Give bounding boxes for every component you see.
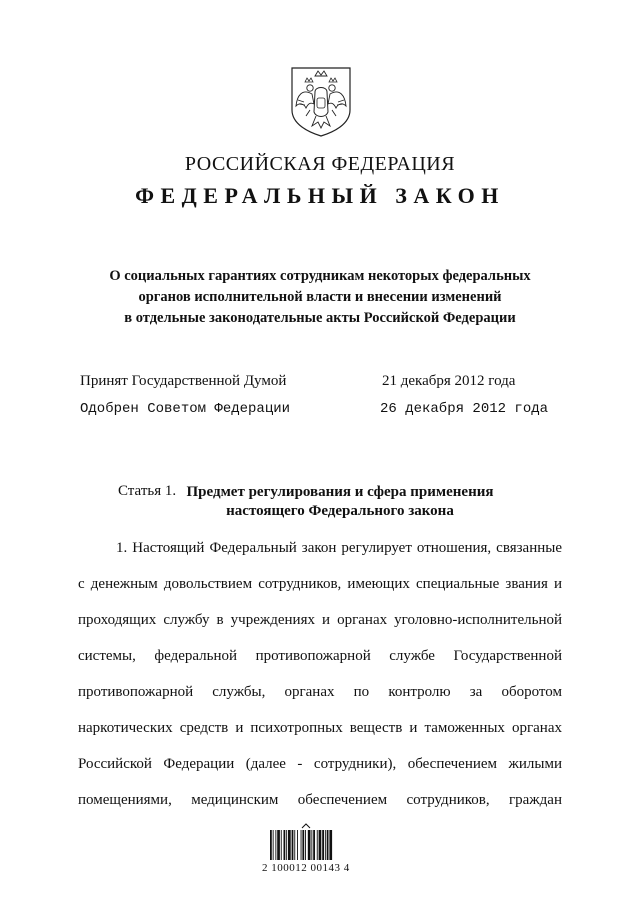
law-title-line: О социальных гарантиях сотрудникам некоторых федеральных (109, 268, 531, 284)
duma-adoption-date: 21 декабря 2012 года (382, 373, 516, 389)
duma-adoption-label: Принят Государственной Думой (80, 373, 287, 389)
body-line: с денежным довольствием сотрудников, имеющих специальные звания и (78, 576, 562, 592)
coat-of-arms-icon (288, 66, 354, 138)
body-line: проходящих службу в учреждениях и органах уголовно-исполнительной (78, 612, 562, 628)
article-title (180, 483, 500, 521)
law-title-line: в отдельные законодательные акты Российской Федерации (124, 310, 516, 326)
country-name: РОССИЙСКАЯ ФЕДЕРАЦИЯ (184, 153, 456, 175)
body-line: Российской Федерации (далее - сотрудники), обеспечением жилыми (78, 756, 562, 772)
council-approval-date: 26 декабря 2012 года (380, 401, 549, 417)
article-number: Статья 1. (118, 483, 177, 499)
barcode-number: 2 100012 00143 4 (262, 862, 350, 874)
council-approval-label: Одобрен Советом Федерации (80, 401, 291, 417)
body-line: наркотических средств и психотропных веществ и таможенных органах (78, 720, 562, 736)
document-type: ФЕДЕРАЛЬНЫЙ ЗАКОН (135, 183, 505, 208)
body-line: помещениями, медицинским обеспечением сотрудников, граждан (78, 792, 562, 808)
article-title-line: Предмет регулирования и сфера применения (186, 484, 494, 500)
law-title (60, 266, 580, 329)
body-line: противопожарной службы, органах по контролю за оборотом (78, 684, 562, 700)
article-title-line: настоящего Федерального закона (226, 503, 454, 519)
body-line: системы, федеральной противопожарной службе Государственной (78, 648, 562, 664)
law-title-line: органов исполнительной власти и внесении изменений (138, 289, 502, 305)
body-line: 1. Настоящий Федеральный закон регулирует отношения, связанные (116, 540, 562, 556)
article-body (78, 530, 562, 818)
